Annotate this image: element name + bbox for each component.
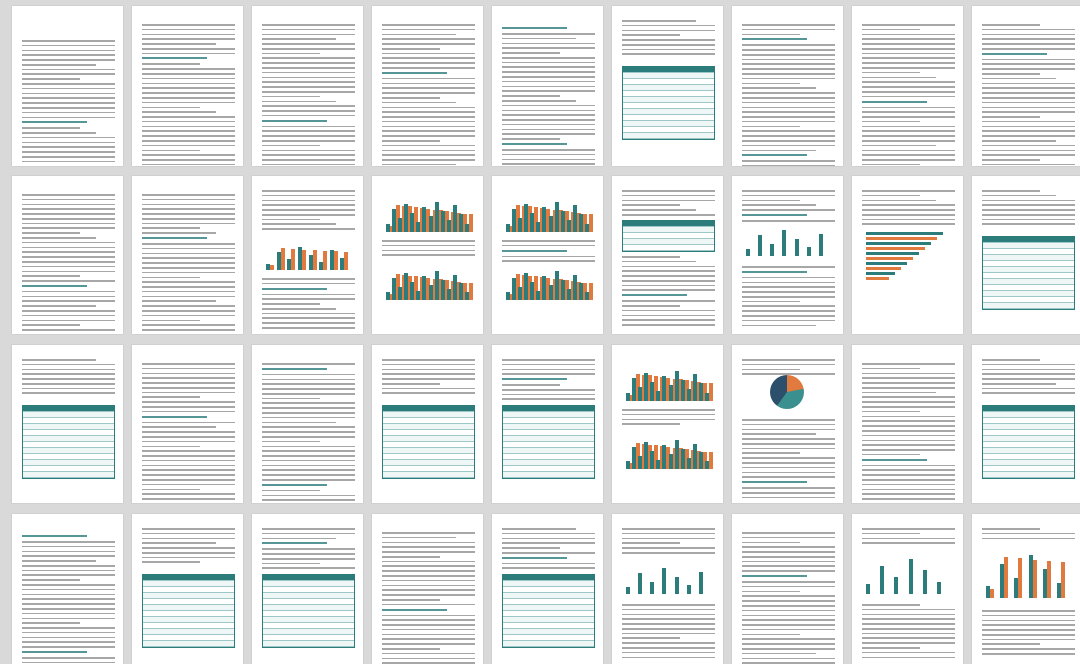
page-thumbnail[interactable] — [132, 514, 243, 664]
bar-mark — [313, 250, 317, 270]
page-thumbnail[interactable] — [972, 345, 1080, 503]
bar-chart — [386, 192, 471, 232]
bar-mark — [270, 265, 274, 270]
page-thumbnail[interactable] — [492, 176, 603, 334]
bar-mark — [469, 283, 473, 300]
page-thumbnail[interactable] — [612, 176, 723, 334]
text-lines — [862, 363, 955, 503]
table — [262, 574, 355, 648]
table — [502, 574, 595, 648]
bar-mark — [1047, 561, 1051, 598]
bar-mark — [291, 249, 295, 270]
bar-mark — [650, 582, 654, 594]
bar-mark — [1018, 558, 1022, 598]
text-lines — [862, 604, 955, 661]
text-lines — [622, 409, 715, 428]
page-thumbnail[interactable] — [852, 6, 963, 166]
bar-mark — [662, 568, 666, 594]
bar-mark — [990, 589, 994, 598]
bar-mark — [795, 239, 799, 256]
text-lines — [502, 528, 595, 572]
text-lines — [382, 359, 475, 397]
bar-mark — [866, 277, 889, 280]
bar-mark — [909, 559, 913, 595]
bar-mark — [866, 262, 907, 265]
page-thumbnail[interactable] — [372, 176, 483, 334]
table — [502, 405, 595, 479]
bar-mark — [334, 251, 338, 270]
bar-mark — [699, 572, 703, 594]
bar-mark — [866, 584, 870, 594]
bar-mark — [937, 582, 941, 595]
text-lines — [142, 363, 235, 503]
text-lines — [982, 24, 1075, 166]
bar-chart — [626, 361, 711, 401]
bar-mark — [866, 247, 925, 250]
text-lines — [982, 610, 1075, 658]
page-thumbnail[interactable] — [12, 345, 123, 503]
table — [622, 66, 715, 140]
page-thumbnail[interactable] — [132, 345, 243, 503]
text-lines — [22, 359, 115, 397]
text-lines — [262, 278, 355, 332]
text-lines — [982, 190, 1075, 228]
bar-mark — [758, 235, 762, 256]
page-thumbnail[interactable] — [252, 6, 363, 166]
text-lines — [622, 604, 715, 661]
text-lines — [22, 40, 115, 166]
bar-mark — [709, 383, 713, 401]
page-thumbnail[interactable] — [852, 514, 963, 664]
pie-chart — [770, 375, 804, 409]
page-thumbnail[interactable] — [852, 176, 963, 334]
bar-mark — [782, 230, 786, 256]
text-lines — [382, 532, 475, 664]
text-lines — [862, 190, 955, 228]
page-thumbnail[interactable] — [972, 6, 1080, 166]
page-thumbnail[interactable] — [252, 176, 363, 334]
text-lines — [262, 363, 355, 503]
table — [22, 405, 115, 479]
bar-mark — [1004, 557, 1008, 598]
bar-mark — [323, 251, 327, 270]
text-lines — [502, 24, 595, 166]
bar-mark — [626, 587, 630, 594]
text-lines — [142, 24, 235, 166]
bar-mark — [675, 577, 679, 594]
page-thumbnail[interactable] — [12, 176, 123, 334]
bar-mark — [1033, 560, 1037, 598]
text-lines — [142, 194, 235, 334]
bar-mark — [746, 249, 750, 256]
bar-mark — [923, 570, 927, 594]
text-lines — [22, 532, 115, 664]
page-thumbnail[interactable] — [732, 176, 843, 334]
page-thumbnail[interactable] — [732, 6, 843, 166]
bar-mark — [866, 267, 901, 270]
bar-mark — [807, 247, 811, 256]
table — [382, 405, 475, 479]
page-thumbnail[interactable] — [372, 345, 483, 503]
page-thumbnail[interactable] — [612, 514, 723, 664]
page-thumbnail[interactable] — [612, 345, 723, 503]
bar-mark — [880, 566, 884, 595]
text-lines — [622, 528, 715, 557]
bar-chart — [746, 220, 831, 256]
bar-chart — [626, 558, 711, 594]
table — [622, 220, 715, 252]
bar-mark — [589, 214, 593, 232]
bar-mark — [866, 257, 913, 260]
bar-mark — [589, 283, 593, 300]
bar-mark — [770, 244, 774, 256]
text-lines — [742, 532, 835, 664]
table — [982, 236, 1075, 310]
page-thumbnail[interactable] — [492, 514, 603, 664]
bar-chart — [506, 262, 591, 300]
bar-mark — [281, 248, 285, 270]
page-thumbnail[interactable] — [12, 514, 123, 664]
bar-mark — [866, 237, 937, 240]
text-lines — [742, 24, 835, 166]
page-thumbnail[interactable] — [492, 345, 603, 503]
page-thumbnail[interactable] — [372, 6, 483, 166]
page-thumbnail[interactable] — [732, 514, 843, 664]
bar-mark — [638, 573, 642, 594]
page-thumbnail[interactable] — [132, 176, 243, 334]
bar-mark — [709, 452, 713, 469]
bar-chart — [626, 431, 711, 469]
page-thumbnail[interactable] — [972, 176, 1080, 334]
bar-mark — [1061, 562, 1065, 598]
table — [982, 405, 1075, 479]
bar-chart — [266, 238, 351, 270]
page-thumbnail[interactable] — [492, 6, 603, 166]
bar-mark — [302, 250, 306, 270]
page-thumbnail[interactable] — [732, 345, 843, 503]
page-thumbnail[interactable] — [132, 6, 243, 166]
page-thumbnail[interactable] — [972, 514, 1080, 664]
text-lines — [142, 528, 235, 566]
bar-mark — [469, 214, 473, 232]
bar-mark — [866, 232, 943, 235]
bar-mark — [894, 577, 898, 594]
table — [142, 574, 235, 648]
bar-mark — [819, 234, 823, 256]
bar-mark — [866, 252, 919, 255]
bar-mark — [866, 242, 931, 245]
text-lines — [262, 190, 355, 233]
text-lines — [382, 240, 475, 259]
text-lines — [622, 20, 715, 58]
text-lines — [742, 419, 835, 502]
bar-mark — [866, 272, 895, 275]
page-thumbnail[interactable] — [852, 345, 963, 503]
page-thumbnail[interactable] — [252, 514, 363, 664]
text-lines — [742, 266, 835, 329]
bar-mark — [344, 252, 348, 270]
text-lines — [502, 359, 595, 403]
page-thumbnail[interactable] — [372, 514, 483, 664]
bar-mark — [687, 585, 691, 594]
text-lines — [382, 24, 475, 166]
text-lines — [622, 256, 715, 329]
bar-chart — [386, 262, 471, 300]
bar-chart — [506, 192, 591, 232]
page-thumbnail[interactable] — [12, 6, 123, 166]
page-thumbnail[interactable] — [252, 345, 363, 503]
text-lines — [982, 359, 1075, 397]
text-lines — [862, 24, 955, 166]
bar-chart — [866, 544, 951, 594]
text-lines — [262, 24, 355, 166]
text-lines — [22, 194, 115, 334]
page-thumbnail[interactable] — [612, 6, 723, 166]
text-lines — [622, 190, 715, 219]
horizontal-bar-chart — [866, 232, 951, 282]
bar-chart — [986, 538, 1071, 598]
text-lines — [262, 528, 355, 572]
